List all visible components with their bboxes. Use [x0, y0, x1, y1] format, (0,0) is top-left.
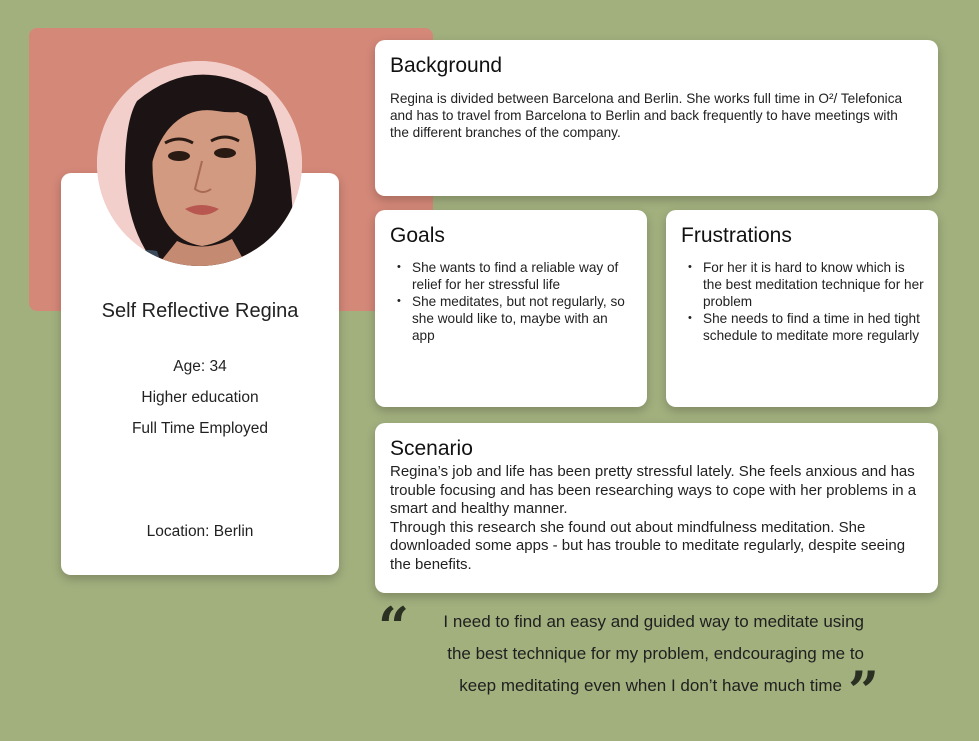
frustrations-item: • She needs to find a time in hed tight schedule to meditate more regularly [688, 310, 924, 344]
close-quote-icon: ” [848, 659, 880, 723]
persona-age: Age: 34 [173, 358, 227, 375]
persona-name: Self Reflective Regina [101, 300, 299, 322]
frustrations-card [666, 210, 938, 407]
goals-title: Goals [390, 224, 445, 247]
background-card [375, 40, 938, 196]
background-title: Background [390, 54, 503, 77]
scenario-title: Scenario [390, 437, 473, 460]
goals-item: • She wants to find a reliable way of relief for her stressful life [397, 259, 633, 293]
quote-line-1: I need to find an easy and guided way to meditate using [443, 612, 864, 631]
quote-line-3: keep meditating even when I don’t have much time [459, 676, 842, 695]
scenario-paragraph-1: Regina’s job and life has been pretty stressful lately. She feels anxious and has trouble focusing and has been researching ways to cope with her problems in a smart and healthy manner. [390, 463, 917, 517]
scenario-text [390, 463, 920, 574]
goals-item: • She meditates, but not regularly, so she would like to, maybe with an app [397, 293, 633, 344]
scenario-paragraph-2: Through this research she found out about mindfulness meditation. She downloaded some apps - but has trouble to meditate regularly, despite seeing the benefits. [390, 518, 906, 573]
frustrations-title: Frustrations [681, 224, 792, 247]
background-text: Regina is divided between Barcelona and Berlin. She works full time in O²/ Telefonica and has to travel from Barcelona to Berlin and back frequently to have meetings with the different branches of the company. [390, 91, 903, 140]
persona-education: Higher education [141, 389, 259, 406]
persona-employment: Full Time Employed [131, 420, 269, 437]
persona-location: Location: Berlin [146, 523, 254, 540]
goals-card [375, 210, 647, 407]
scenario-card [375, 423, 938, 593]
goals-list [397, 259, 633, 344]
open-quote-icon: “ [378, 595, 410, 659]
avatar [97, 61, 302, 266]
persona-quote [376, 606, 876, 702]
frustrations-item: • For her it is hard to know which is the best meditation technique for her problem [688, 259, 924, 310]
frustrations-list [688, 259, 924, 344]
quote-line-2: the best technique for my problem, endcouraging me to [447, 644, 864, 663]
